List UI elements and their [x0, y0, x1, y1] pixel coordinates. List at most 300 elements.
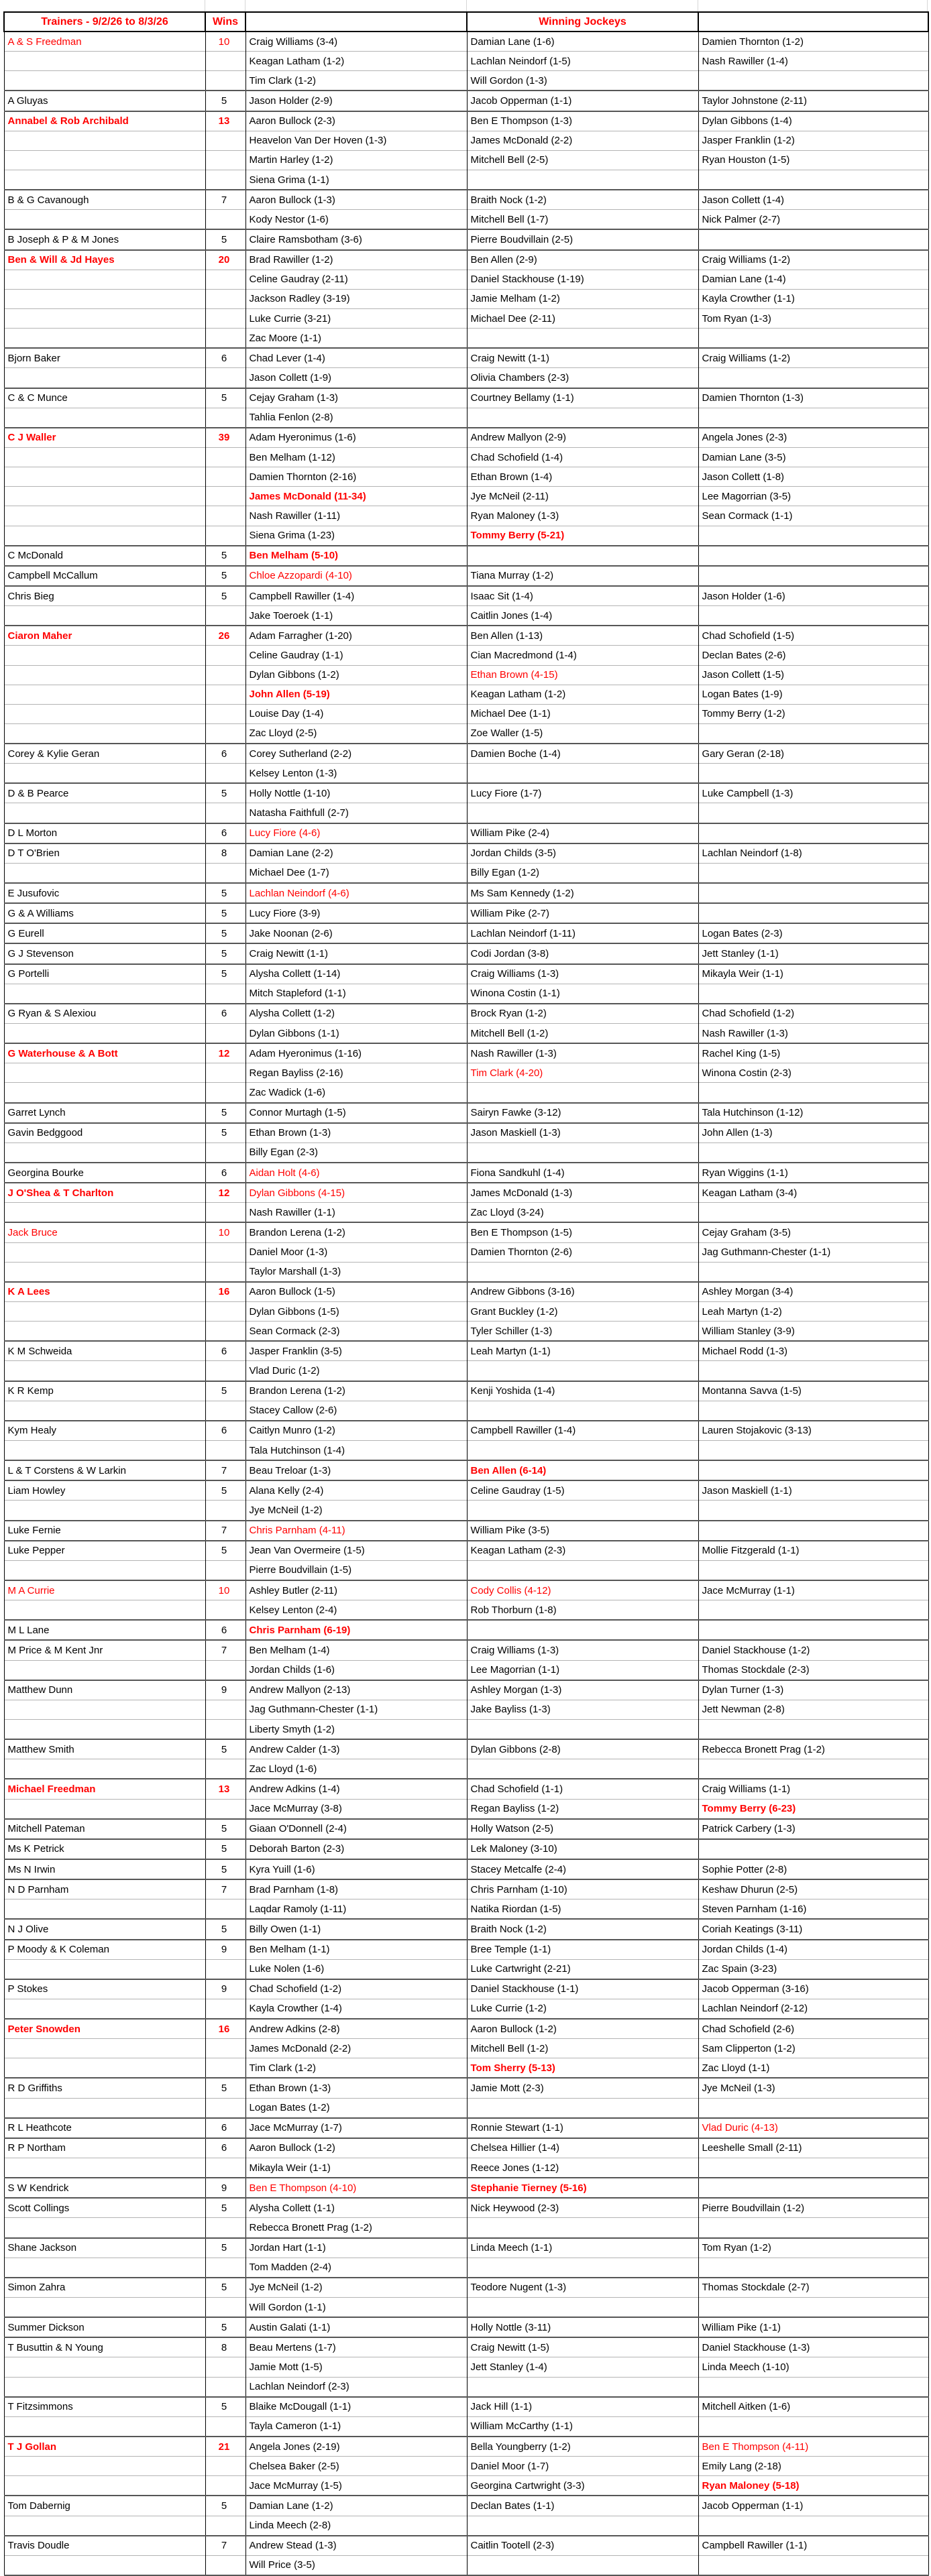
jockey-cell-3[interactable] — [698, 229, 928, 249]
trainer-cell[interactable]: L & T Corstens & W Larkin — [4, 1460, 205, 1480]
jockey-cell-3[interactable] — [698, 2516, 928, 2536]
jockey-cell-1[interactable]: Ben Melham (5-10) — [245, 546, 467, 566]
jockey-cell-1[interactable]: Tahlia Fenlon (2-8) — [245, 408, 467, 428]
jockey-cell-1[interactable]: Laqdar Ramoly (1-11) — [245, 1899, 467, 1920]
jockey-cell-3[interactable]: Lee Magorrian (3-5) — [698, 487, 928, 506]
trainer-cell[interactable]: D T O'Brien — [4, 843, 205, 864]
jockey-cell-3[interactable]: Jacob Opperman (3-16) — [698, 1979, 928, 1999]
wins-cell[interactable]: 9 — [205, 2178, 245, 2198]
trainer-cell[interactable]: R P Northam — [4, 2138, 205, 2158]
jockey-cell-1[interactable]: Damian Lane (2-2) — [245, 843, 467, 864]
wins-cell[interactable] — [205, 2258, 245, 2278]
jockey-cell-2[interactable]: Fiona Sandkuhl (1-4) — [467, 1163, 698, 1183]
wins-cell[interactable] — [205, 1560, 245, 1580]
jockey-cell-1[interactable]: Siena Grima (1-23) — [245, 526, 467, 546]
jockey-cell-3[interactable] — [698, 863, 928, 883]
wins-cell[interactable]: 5 — [205, 1381, 245, 1401]
trainer-cell[interactable] — [4, 408, 205, 428]
trainer-cell[interactable] — [4, 131, 205, 150]
jockey-cell-3[interactable]: Jason Holder (1-6) — [698, 586, 928, 606]
jockey-cell-2[interactable]: Jack Hill (1-1) — [467, 2397, 698, 2417]
trainer-cell[interactable]: Travis Doudle — [4, 2536, 205, 2556]
jockey-cell-2[interactable]: Tom Sherry (5-13) — [467, 2058, 698, 2079]
jockey-cell-2[interactable] — [467, 2258, 698, 2278]
wins-cell[interactable] — [205, 131, 245, 150]
jockey-cell-3[interactable] — [698, 1839, 928, 1859]
wins-cell[interactable] — [205, 803, 245, 823]
jockey-cell-3[interactable] — [698, 723, 928, 744]
jockey-cell-3[interactable] — [698, 2218, 928, 2238]
jockey-cell-2[interactable]: Zoe Waller (1-5) — [467, 723, 698, 744]
jockey-cell-3[interactable]: Thomas Stockdale (2-7) — [698, 2278, 928, 2298]
wins-cell[interactable]: 5 — [205, 2317, 245, 2337]
jockey-cell-2[interactable]: Campbell Rawiller (1-4) — [467, 1421, 698, 1441]
jockey-cell-2[interactable] — [467, 1560, 698, 1580]
wins-cell[interactable]: 7 — [205, 1521, 245, 1541]
wins-cell[interactable] — [205, 646, 245, 665]
trainer-cell[interactable] — [4, 2218, 205, 2238]
jockey-cell-2[interactable] — [467, 764, 698, 784]
jockey-cell-1[interactable]: Stacey Callow (2-6) — [245, 1401, 467, 1421]
jockey-cell-1[interactable]: Pierre Boudvillain (1-5) — [245, 1560, 467, 1580]
trainer-cell[interactable]: C & C Munce — [4, 388, 205, 408]
trainer-cell[interactable] — [4, 1660, 205, 1680]
jockey-cell-2[interactable]: Cian Macredmond (1-4) — [467, 646, 698, 665]
jockey-cell-3[interactable]: Jace McMurray (1-1) — [698, 1580, 928, 1600]
jockey-cell-1[interactable]: Logan Bates (1-2) — [245, 2098, 467, 2118]
wins-cell[interactable] — [205, 506, 245, 526]
jockey-cell-2[interactable]: Will Gordon (1-3) — [467, 71, 698, 91]
jockey-cell-3[interactable]: Tommy Berry (6-23) — [698, 1799, 928, 1819]
jockey-cell-2[interactable]: Winona Costin (1-1) — [467, 984, 698, 1004]
jockey-cell-2[interactable] — [467, 1759, 698, 1779]
jockey-cell-3[interactable]: Winona Costin (2-3) — [698, 1063, 928, 1083]
jockey-cell-3[interactable] — [698, 984, 928, 1004]
trainer-cell[interactable]: G Waterhouse & A Bott — [4, 1043, 205, 1063]
jockey-cell-3[interactable] — [698, 546, 928, 566]
jockey-cell-3[interactable]: Mitchell Aitken (1-6) — [698, 2397, 928, 2417]
wins-cell[interactable]: 5 — [205, 783, 245, 803]
trainer-cell[interactable] — [4, 1361, 205, 1381]
wins-cell[interactable] — [205, 2039, 245, 2058]
trainer-cell[interactable]: Shane Jackson — [4, 2238, 205, 2258]
jockey-cell-3[interactable] — [698, 526, 928, 546]
jockey-cell-2[interactable]: Damien Boche (1-4) — [467, 744, 698, 764]
jockey-cell-2[interactable]: Nick Heywood (2-3) — [467, 2198, 698, 2218]
trainer-cell[interactable] — [4, 723, 205, 744]
jockey-cell-3[interactable]: Jacob Opperman (1-1) — [698, 2496, 928, 2516]
trainer-cell[interactable] — [4, 1063, 205, 1083]
jockey-cell-2[interactable]: Tyler Schiller (1-3) — [467, 1322, 698, 1342]
jockey-cell-2[interactable]: William Pike (2-4) — [467, 823, 698, 843]
jockey-cell-1[interactable]: Chelsea Baker (2-5) — [245, 2457, 467, 2476]
jockey-cell-2[interactable]: Craig Newitt (1-5) — [467, 2337, 698, 2357]
jockey-cell-2[interactable]: Daniel Stackhouse (1-19) — [467, 270, 698, 289]
jockey-cell-3[interactable] — [698, 2098, 928, 2118]
jockey-cell-3[interactable]: Michael Rodd (1-3) — [698, 1341, 928, 1361]
jockey-cell-2[interactable]: Olivia Chambers (2-3) — [467, 368, 698, 388]
jockey-cell-3[interactable]: Thomas Stockdale (2-3) — [698, 1660, 928, 1680]
wins-cell[interactable] — [205, 270, 245, 289]
jockey-cell-1[interactable]: Brandon Lerena (1-2) — [245, 1381, 467, 1401]
trainer-cell[interactable]: Matthew Dunn — [4, 1680, 205, 1700]
jockey-cell-1[interactable]: Celine Gaudray (1-1) — [245, 646, 467, 665]
trainer-cell[interactable] — [4, 984, 205, 1004]
trainer-cell[interactable] — [4, 2098, 205, 2118]
jockey-cell-2[interactable]: Ethan Brown (4-15) — [467, 665, 698, 685]
jockey-cell-1[interactable]: Taylor Marshall (1-3) — [245, 1262, 467, 1282]
trainer-cell[interactable]: G & A Williams — [4, 903, 205, 923]
jockey-cell-3[interactable]: Leah Martyn (1-2) — [698, 1302, 928, 1322]
jockey-cell-1[interactable]: Natasha Faithfull (2-7) — [245, 803, 467, 823]
trainer-cell[interactable]: M Price & M Kent Jnr — [4, 1640, 205, 1660]
jockey-cell-3[interactable]: Angela Jones (2-3) — [698, 428, 928, 448]
jockey-cell-2[interactable]: Celine Gaudray (1-5) — [467, 1480, 698, 1501]
jockey-cell-3[interactable]: Zac Spain (3-23) — [698, 1959, 928, 1979]
jockey-cell-3[interactable]: Tommy Berry (1-2) — [698, 704, 928, 723]
jockey-cell-1[interactable]: Claire Ramsbotham (3-6) — [245, 229, 467, 249]
jockey-cell-1[interactable]: Will Gordon (1-1) — [245, 2298, 467, 2318]
jockey-cell-2[interactable]: Rob Thorburn (1-8) — [467, 1600, 698, 1621]
trainer-cell[interactable]: Chris Bieg — [4, 586, 205, 606]
jockey-cell-2[interactable]: Ms Sam Kennedy (1-2) — [467, 883, 698, 903]
jockey-cell-3[interactable]: Keagan Latham (3-4) — [698, 1183, 928, 1203]
jockey-cell-1[interactable]: Cejay Graham (1-3) — [245, 388, 467, 408]
jockey-cell-2[interactable]: Holly Nottle (3-11) — [467, 2317, 698, 2337]
wins-cell[interactable]: 13 — [205, 111, 245, 131]
jockey-cell-1[interactable]: Austin Galati (1-1) — [245, 2317, 467, 2337]
jockey-cell-2[interactable]: Andrew Gibbons (3-16) — [467, 1282, 698, 1302]
trainer-cell[interactable] — [4, 210, 205, 230]
jockey-cell-1[interactable]: Ethan Brown (1-3) — [245, 2078, 467, 2098]
trainer-cell[interactable] — [4, 764, 205, 784]
jockey-cell-3[interactable] — [698, 1203, 928, 1223]
jockey-cell-1[interactable]: Dylan Gibbons (1-1) — [245, 1024, 467, 1044]
jockey-cell-3[interactable] — [698, 329, 928, 349]
jockey-cell-2[interactable]: Michael Dee (2-11) — [467, 308, 698, 328]
jockey-cell-3[interactable]: Logan Bates (2-3) — [698, 923, 928, 943]
jockey-cell-3[interactable]: Cejay Graham (3-5) — [698, 1222, 928, 1242]
trainer-cell[interactable]: G J Stevenson — [4, 943, 205, 963]
trainer-cell[interactable]: A & S Freedman — [4, 32, 205, 52]
jockey-cell-2[interactable] — [467, 546, 698, 566]
trainer-cell[interactable]: Simon Zahra — [4, 2278, 205, 2298]
jockey-cell-1[interactable]: Tim Clark (1-2) — [245, 2058, 467, 2079]
wins-cell[interactable] — [205, 2298, 245, 2318]
jockey-cell-3[interactable] — [698, 2178, 928, 2198]
jockey-cell-2[interactable]: Damian Lane (1-6) — [467, 32, 698, 52]
trainer-cell[interactable]: K M Schweida — [4, 1341, 205, 1361]
trainer-cell[interactable] — [4, 2357, 205, 2377]
jockey-cell-1[interactable]: Keagan Latham (1-2) — [245, 52, 467, 71]
jockey-cell-1[interactable]: Heavelon Van Der Hoven (1-3) — [245, 131, 467, 150]
wins-cell[interactable] — [205, 2476, 245, 2496]
jockey-cell-3[interactable]: Tala Hutchinson (1-12) — [698, 1103, 928, 1123]
wins-cell[interactable]: 7 — [205, 190, 245, 210]
jockey-cell-2[interactable]: Luke Currie (1-2) — [467, 1999, 698, 2019]
trainer-cell[interactable] — [4, 1501, 205, 1521]
jockey-cell-2[interactable]: Caitlin Jones (1-4) — [467, 606, 698, 626]
jockey-cell-3[interactable]: Rachel King (1-5) — [698, 1043, 928, 1063]
jockey-cell-2[interactable]: Craig Williams (1-3) — [467, 964, 698, 984]
jockey-cell-1[interactable]: Alysha Collett (1-14) — [245, 964, 467, 984]
jockey-cell-1[interactable]: Mikayla Weir (1-1) — [245, 2158, 467, 2178]
jockey-cell-1[interactable]: Billy Owen (1-1) — [245, 1919, 467, 1939]
jockey-cell-1[interactable]: Craig Newitt (1-1) — [245, 943, 467, 963]
jockey-cell-3[interactable]: Nash Rawiller (1-4) — [698, 52, 928, 71]
jockey-cell-3[interactable]: Ryan Wiggins (1-1) — [698, 1163, 928, 1183]
trainer-cell[interactable]: Campbell McCallum — [4, 566, 205, 586]
jockey-cell-3[interactable]: Jordan Childs (1-4) — [698, 1940, 928, 1960]
jockey-cell-3[interactable]: Sean Cormack (1-1) — [698, 506, 928, 526]
jockey-cell-3[interactable] — [698, 1600, 928, 1621]
jockey-cell-2[interactable]: Daniel Stackhouse (1-1) — [467, 1979, 698, 1999]
trainer-cell[interactable] — [4, 1024, 205, 1044]
trainer-cell[interactable]: Ben & Will & Jd Hayes — [4, 250, 205, 270]
jockey-cell-1[interactable]: Lachlan Neindorf (2-3) — [245, 2377, 467, 2397]
jockey-cell-2[interactable] — [467, 2377, 698, 2397]
wins-cell[interactable]: 10 — [205, 32, 245, 52]
trainer-cell[interactable] — [4, 1242, 205, 1262]
wins-cell[interactable] — [205, 1440, 245, 1460]
jockey-cell-1[interactable]: Nash Rawiller (1-11) — [245, 506, 467, 526]
trainer-cell[interactable]: B Joseph & P & M Jones — [4, 229, 205, 249]
trainer-cell[interactable]: J O'Shea & T Charlton — [4, 1183, 205, 1203]
jockey-cell-2[interactable]: Teodore Nugent (1-3) — [467, 2278, 698, 2298]
jockey-cell-3[interactable] — [698, 1143, 928, 1163]
trainer-cell[interactable] — [4, 289, 205, 308]
trainer-cell[interactable] — [4, 2416, 205, 2437]
jockey-cell-2[interactable]: Ben Allen (2-9) — [467, 250, 698, 270]
trainer-cell[interactable] — [4, 646, 205, 665]
jockey-cell-1[interactable]: Craig Williams (3-4) — [245, 32, 467, 52]
jockey-cell-2[interactable]: Ronnie Stewart (1-1) — [467, 2118, 698, 2138]
wins-cell[interactable]: 6 — [205, 1341, 245, 1361]
wins-cell[interactable]: 5 — [205, 903, 245, 923]
wins-cell[interactable]: 5 — [205, 1480, 245, 1501]
jockey-cell-1[interactable]: Jackson Radley (3-19) — [245, 289, 467, 308]
jockey-cell-1[interactable]: James McDonald (11-34) — [245, 487, 467, 506]
wins-cell[interactable]: 5 — [205, 923, 245, 943]
jockey-cell-2[interactable]: Stacey Metcalfe (2-4) — [467, 1859, 698, 1879]
jockey-cell-1[interactable]: Zac Wadick (1-6) — [245, 1083, 467, 1103]
jockey-cell-1[interactable]: Adam Hyeronimus (1-6) — [245, 428, 467, 448]
wins-cell[interactable]: 9 — [205, 1940, 245, 1960]
jockey-cell-2[interactable] — [467, 1083, 698, 1103]
trainer-cell[interactable] — [4, 1799, 205, 1819]
jockey-cell-1[interactable]: Zac Moore (1-1) — [245, 329, 467, 349]
jockey-cell-2[interactable]: William Pike (3-5) — [467, 1521, 698, 1541]
jockey-cell-3[interactable]: Jye McNeil (1-3) — [698, 2078, 928, 2098]
jockey-cell-1[interactable]: Ben Melham (1-4) — [245, 1640, 467, 1660]
jockey-cell-3[interactable]: Daniel Stackhouse (1-3) — [698, 2337, 928, 2357]
wins-cell[interactable] — [205, 467, 245, 487]
wins-cell[interactable]: 5 — [205, 388, 245, 408]
jockey-cell-2[interactable]: Chad Schofield (1-4) — [467, 447, 698, 467]
wins-cell[interactable]: 20 — [205, 250, 245, 270]
jockey-cell-2[interactable]: William McCarthy (1-1) — [467, 2416, 698, 2437]
trainer-cell[interactable]: G Portelli — [4, 964, 205, 984]
jockey-cell-1[interactable]: Damian Lane (1-2) — [245, 2496, 467, 2516]
jockey-cell-2[interactable] — [467, 1361, 698, 1381]
jockey-cell-2[interactable]: Jason Maskiell (1-3) — [467, 1123, 698, 1143]
jockey-cell-3[interactable]: Jason Maskiell (1-1) — [698, 1480, 928, 1501]
trainer-cell[interactable] — [4, 1719, 205, 1739]
trainer-cell[interactable]: S W Kendrick — [4, 2178, 205, 2198]
jockey-cell-2[interactable]: Leah Martyn (1-1) — [467, 1341, 698, 1361]
jockey-cell-3[interactable] — [698, 1521, 928, 1541]
trainer-cell[interactable]: Scott Collings — [4, 2198, 205, 2218]
jockey-cell-3[interactable]: Campbell Rawiller (1-1) — [698, 2536, 928, 2556]
jockey-cell-2[interactable] — [467, 1501, 698, 1521]
trainer-cell[interactable]: Michael Freedman — [4, 1779, 205, 1799]
jockey-cell-1[interactable]: Damien Thornton (2-16) — [245, 467, 467, 487]
jockey-cell-1[interactable]: Rebecca Bronett Prag (1-2) — [245, 2218, 467, 2238]
jockey-cell-2[interactable]: Mitchell Bell (1-7) — [467, 210, 698, 230]
jockey-cell-1[interactable]: Vlad Duric (1-2) — [245, 1361, 467, 1381]
wins-cell[interactable] — [205, 764, 245, 784]
jockey-cell-2[interactable] — [467, 2516, 698, 2536]
trainer-cell[interactable] — [4, 1083, 205, 1103]
trainer-cell[interactable]: B & G Cavanough — [4, 190, 205, 210]
jockey-cell-2[interactable]: Kenji Yoshida (1-4) — [467, 1381, 698, 1401]
jockey-cell-3[interactable] — [698, 764, 928, 784]
jockey-cell-1[interactable]: Ben Melham (1-1) — [245, 1940, 467, 1960]
wins-cell[interactable] — [205, 665, 245, 685]
jockey-cell-3[interactable] — [698, 2258, 928, 2278]
jockey-cell-3[interactable]: Craig Williams (1-2) — [698, 348, 928, 368]
jockey-cell-1[interactable]: Jace McMurray (3-8) — [245, 1799, 467, 1819]
jockey-cell-3[interactable]: Jag Guthmann-Chester (1-1) — [698, 1242, 928, 1262]
trainer-cell[interactable]: Jack Bruce — [4, 1222, 205, 1242]
jockey-cell-1[interactable]: Michael Dee (1-7) — [245, 863, 467, 883]
wins-cell[interactable]: 5 — [205, 1859, 245, 1879]
jockey-cell-3[interactable] — [698, 1262, 928, 1282]
trainer-cell[interactable] — [4, 2457, 205, 2476]
jockey-cell-1[interactable]: Chad Lever (1-4) — [245, 348, 467, 368]
jockey-cell-1[interactable]: Regan Bayliss (2-16) — [245, 1063, 467, 1083]
trainer-cell[interactable] — [4, 329, 205, 349]
trainer-cell[interactable] — [4, 1302, 205, 1322]
wins-cell[interactable] — [205, 526, 245, 546]
jockey-cell-1[interactable]: Jordan Hart (1-1) — [245, 2238, 467, 2258]
wins-cell[interactable]: 5 — [205, 883, 245, 903]
jockey-cell-2[interactable]: Natika Riordan (1-5) — [467, 1899, 698, 1920]
wins-cell[interactable]: 5 — [205, 566, 245, 586]
jockey-cell-3[interactable] — [698, 1620, 928, 1640]
jockey-cell-2[interactable]: Braith Nock (1-2) — [467, 190, 698, 210]
trainer-cell[interactable] — [4, 308, 205, 328]
wins-cell[interactable]: 5 — [205, 2397, 245, 2417]
jockey-cell-1[interactable]: Andrew Mallyon (2-13) — [245, 1680, 467, 1700]
jockey-cell-3[interactable] — [698, 566, 928, 586]
wins-cell[interactable] — [205, 1262, 245, 1282]
jockey-cell-1[interactable]: Louise Day (1-4) — [245, 704, 467, 723]
jockey-cell-1[interactable]: Ethan Brown (1-3) — [245, 1123, 467, 1143]
jockey-cell-1[interactable]: Kelsey Lenton (2-4) — [245, 1600, 467, 1621]
wins-cell[interactable]: 6 — [205, 1620, 245, 1640]
wins-cell[interactable]: 6 — [205, 2138, 245, 2158]
trainer-cell[interactable]: M A Currie — [4, 1580, 205, 1600]
wins-cell[interactable]: 8 — [205, 2337, 245, 2357]
trainer-cell[interactable] — [4, 685, 205, 704]
jockey-cell-3[interactable]: William Stanley (3-9) — [698, 1322, 928, 1342]
trainer-cell[interactable] — [4, 526, 205, 546]
jockey-cell-3[interactable]: Gary Geran (2-18) — [698, 744, 928, 764]
trainer-cell[interactable]: D & B Pearce — [4, 783, 205, 803]
jockey-cell-1[interactable]: Chris Parnham (4-11) — [245, 1521, 467, 1541]
wins-cell[interactable] — [205, 2416, 245, 2437]
jockey-cell-2[interactable]: Brock Ryan (1-2) — [467, 1004, 698, 1024]
jockey-cell-1[interactable]: Jordan Childs (1-6) — [245, 1660, 467, 1680]
trainer-cell[interactable] — [4, 1759, 205, 1779]
jockey-cell-2[interactable]: Jamie Melham (1-2) — [467, 289, 698, 308]
jockey-cell-1[interactable]: Tala Hutchinson (1-4) — [245, 1440, 467, 1460]
wins-cell[interactable] — [205, 1063, 245, 1083]
jockey-cell-3[interactable] — [698, 1759, 928, 1779]
jockey-cell-3[interactable]: Jason Collett (1-5) — [698, 665, 928, 685]
jockey-cell-2[interactable]: Lek Maloney (3-10) — [467, 1839, 698, 1859]
trainer-cell[interactable] — [4, 506, 205, 526]
trainer-cell[interactable] — [4, 1700, 205, 1719]
jockey-cell-3[interactable] — [698, 1560, 928, 1580]
wins-cell[interactable] — [205, 2357, 245, 2377]
trainer-cell[interactable] — [4, 1899, 205, 1920]
wins-cell[interactable] — [205, 1959, 245, 1979]
wins-cell[interactable]: 10 — [205, 1580, 245, 1600]
jockey-cell-2[interactable]: Luke Cartwright (2-21) — [467, 1959, 698, 1979]
wins-cell[interactable] — [205, 289, 245, 308]
jockey-cell-2[interactable]: Codi Jordan (3-8) — [467, 943, 698, 963]
wins-cell[interactable]: 16 — [205, 1282, 245, 1302]
wins-cell[interactable] — [205, 2377, 245, 2397]
jockey-cell-2[interactable]: Nash Rawiller (1-3) — [467, 1043, 698, 1063]
trainer-cell[interactable] — [4, 1560, 205, 1580]
wins-cell[interactable]: 5 — [205, 2496, 245, 2516]
trainer-cell[interactable] — [4, 606, 205, 626]
trainer-cell[interactable] — [4, 1999, 205, 2019]
jockey-cell-2[interactable]: Isaac Sit (1-4) — [467, 586, 698, 606]
jockey-cell-2[interactable]: Mitchell Bell (1-2) — [467, 2039, 698, 2058]
jockey-cell-2[interactable]: Pierre Boudvillain (2-5) — [467, 229, 698, 249]
jockey-cell-1[interactable]: Alana Kelly (2-4) — [245, 1480, 467, 1501]
jockey-cell-1[interactable]: Lucy Fiore (4-6) — [245, 823, 467, 843]
wins-cell[interactable] — [205, 308, 245, 328]
trainer-cell[interactable] — [4, 2298, 205, 2318]
jockey-cell-1[interactable]: Jean Van Overmeire (1-5) — [245, 1541, 467, 1561]
trainer-cell[interactable]: C McDonald — [4, 546, 205, 566]
wins-cell[interactable] — [205, 1700, 245, 1719]
jockey-cell-1[interactable]: Tayla Cameron (1-1) — [245, 2416, 467, 2437]
jockey-cell-1[interactable]: Aaron Bullock (1-3) — [245, 190, 467, 210]
wins-cell[interactable] — [205, 1600, 245, 1621]
jockey-cell-2[interactable]: Lee Magorrian (1-1) — [467, 1660, 698, 1680]
trainer-cell[interactable]: Mitchell Pateman — [4, 1819, 205, 1839]
jockey-cell-3[interactable]: Rebecca Bronett Prag (1-2) — [698, 1739, 928, 1759]
trainer-cell[interactable] — [4, 1600, 205, 1621]
jockey-cell-3[interactable]: Lachlan Neindorf (1-8) — [698, 843, 928, 864]
jockey-cell-2[interactable]: Jett Stanley (1-4) — [467, 2357, 698, 2377]
jockey-cell-3[interactable]: Damien Thornton (1-3) — [698, 388, 928, 408]
trainer-cell[interactable]: Garret Lynch — [4, 1103, 205, 1123]
trainer-cell[interactable]: Ms N Irwin — [4, 1859, 205, 1879]
trainer-cell[interactable]: A Gluyas — [4, 91, 205, 111]
jockey-cell-3[interactable]: Chad Schofield (1-5) — [698, 626, 928, 646]
jockey-cell-3[interactable]: Mikayla Weir (1-1) — [698, 964, 928, 984]
trainer-cell[interactable]: Liam Howley — [4, 1480, 205, 1501]
jockey-cell-3[interactable]: Lauren Stojakovic (3-13) — [698, 1421, 928, 1441]
jockey-cell-2[interactable] — [467, 1620, 698, 1640]
